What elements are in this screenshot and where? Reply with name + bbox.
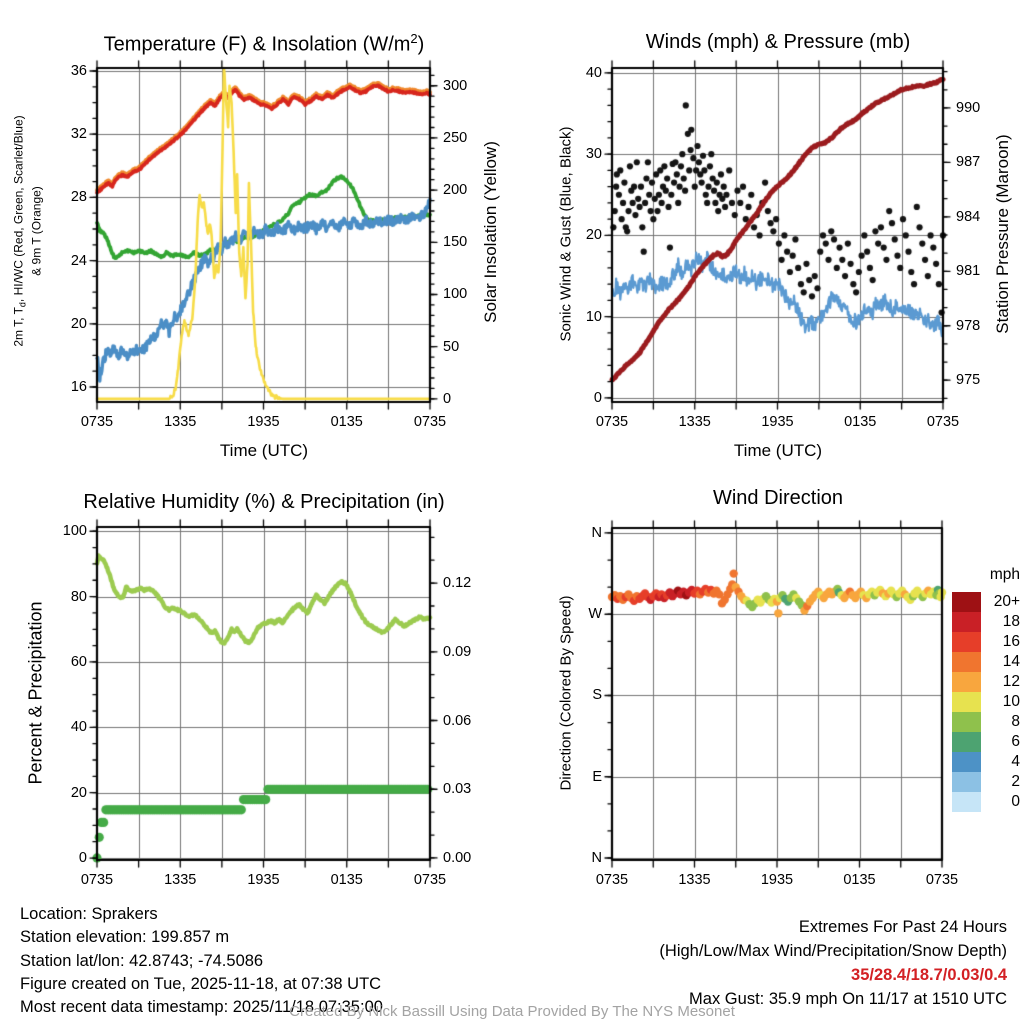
- temp_insol-xtick: 1335: [164, 414, 197, 430]
- rh_precip-ytick-left: 40: [70, 719, 87, 736]
- figure-created: Figure created on Tue, 2025-11-18, at 07:38 UTC: [20, 974, 382, 993]
- temp_insol-xtick: 0735: [80, 414, 114, 430]
- winds-xaxis-label: Time (UTC): [733, 441, 823, 460]
- rh_precip-xtick: 0735: [80, 872, 114, 888]
- rh-chart-title: Relative Humidity (%) & Precipitation (in): [83, 491, 445, 513]
- temp-chart-title: Temperature (F) & Insolation $(W/m^2)$: [103, 31, 425, 56]
- temp_insol-ytick-right: 0: [443, 390, 452, 407]
- station-location: Location: Sprakers: [20, 905, 158, 923]
- data-timestamp: Most recent data timestamp: 2025/11/18 07:35:00: [20, 998, 383, 1017]
- temp_insol-ytick-left: 32: [70, 126, 87, 143]
- rh_precip-ytick-right: 0.06: [443, 712, 472, 729]
- rh_precip-ytick-right: 0.12: [443, 575, 472, 592]
- temp_insol-ytick-right: 200: [443, 182, 468, 199]
- colorbar-label-10: 10: [1002, 693, 1020, 710]
- percent-yaxis-label: Percent & Precipitation: [25, 601, 46, 785]
- rh_precip-xtick: 0135: [330, 872, 363, 888]
- winds_pressure-xtick: 0735: [926, 414, 960, 430]
- wind_direction-ytick-left: E: [592, 768, 602, 785]
- rh_precip-ytick-right: 0.00: [443, 849, 472, 866]
- temp_insol-ytick-left: 20: [70, 315, 87, 332]
- extremes-subheading: (High/Low/Max Wind/Precipitation/Snow Depth): [659, 942, 1007, 960]
- temp_insol-ytick-right: 250: [443, 129, 468, 146]
- winds_pressure-xtick: 1935: [761, 414, 794, 430]
- temp-yaxis-left-label: 2m T, $T_d$, HI/WC (Red, Green, Scarlet/Blue) & 9m T (Orange): [11, 115, 44, 347]
- colorbar-label-18: 18: [1002, 613, 1020, 630]
- temp_insol-xtick: 0735: [413, 414, 447, 430]
- temp_insol-xtick: 0135: [330, 414, 363, 430]
- temp-xaxis-label: Time (UTC): [219, 441, 309, 460]
- direction-yaxis-label: Direction (Colored By Speed): [557, 595, 575, 791]
- station-elevation: Station elevation: 199.857 m: [20, 928, 230, 947]
- wind_direction-xtick: 0735: [925, 872, 959, 888]
- wind_direction-ytick-left: N: [591, 524, 602, 541]
- rh_precip-ytick-left: 0: [78, 850, 87, 867]
- rh_precip-ytick-right: 0.09: [443, 643, 472, 660]
- pressure-yaxis-label: Station Pressure (Maroon): [993, 134, 1012, 334]
- temp_insol-ytick-left: 16: [70, 378, 87, 395]
- temp_insol-ytick-right: 50: [443, 338, 460, 355]
- station-latlon: Station lat/lon: 42.8743; -74.5086: [20, 951, 264, 970]
- dir-chart-title: Wind Direction: [712, 487, 844, 509]
- colorbar-label-4: 4: [1011, 753, 1020, 770]
- winds_pressure-xtick: 1335: [678, 414, 711, 430]
- winds-chart-title: Winds (mph) & Pressure (mb): [645, 31, 911, 53]
- winds_pressure-ytick-left: 0: [593, 389, 602, 406]
- wind_direction-xtick: 0735: [595, 872, 629, 888]
- temp_insol-ytick-right: 300: [443, 77, 468, 94]
- temp_insol-xtick: 1935: [247, 414, 280, 430]
- rh_precip-ytick-left: 20: [70, 784, 87, 801]
- extremes-heading: Extremes For Past 24 Hours: [798, 918, 1007, 936]
- rh_precip-ytick-right: 0.03: [443, 781, 472, 798]
- winds_pressure-ytick-left: 30: [585, 146, 602, 163]
- colorbar-label-0: 0: [1011, 793, 1020, 810]
- wind_direction-xtick: 1935: [760, 872, 794, 888]
- rh_precip-ytick-left: 80: [70, 588, 87, 605]
- winds_pressure-ytick-right: 984: [956, 208, 981, 225]
- temp_insol-ytick-left: 24: [70, 252, 87, 269]
- credit-footer: Created By Nick Bassill Using Data Provided By The NYS Mesonet: [289, 1003, 735, 1020]
- winds_pressure-xtick: 0735: [595, 414, 629, 430]
- colorbar-label-12: 12: [1002, 673, 1020, 690]
- extremes-values: 35/28.4/18.7/0.03/0.4: [851, 966, 1007, 984]
- extremes-block: [659, 915, 1007, 1011]
- winds_pressure-ytick-right: 978: [956, 317, 981, 334]
- temp_insol-ytick-right: 100: [443, 286, 468, 303]
- colorbar-label-8: 8: [1011, 713, 1020, 730]
- temp_insol-ytick-right: 150: [443, 234, 468, 251]
- insolation-yaxis-label: Solar Insolation (Yellow): [481, 141, 500, 323]
- rh_precip-xtick: 0735: [413, 872, 447, 888]
- winds_pressure-xtick: 0135: [844, 414, 877, 430]
- temp_insol-ytick-left: 28: [70, 189, 87, 206]
- winds_pressure-ytick-right: 981: [956, 263, 981, 280]
- wind_direction-ytick-left: S: [592, 687, 602, 704]
- winds_pressure-ytick-left: 10: [585, 308, 602, 325]
- winds_pressure-ytick-left: 40: [585, 64, 602, 81]
- wind-yaxis-left-label: Sonic Wind & Gust (Blue, Black): [557, 126, 575, 342]
- colorbar-label-20+: 20+: [993, 593, 1020, 610]
- wind_direction-xtick: 0135: [843, 872, 876, 888]
- colorbar-title: mph: [989, 566, 1020, 583]
- winds_pressure-ytick-right: 987: [956, 154, 981, 171]
- rh_precip-ytick-left: 60: [70, 653, 87, 670]
- wind_direction-ytick-left: W: [588, 606, 602, 623]
- winds_pressure-ytick-right: 975: [956, 372, 981, 389]
- station-info: [20, 903, 383, 1019]
- wind_direction-ytick-left: N: [591, 850, 602, 866]
- colorbar-label-16: 16: [1002, 633, 1020, 650]
- rh_precip-ytick-left: 100: [62, 523, 87, 540]
- colorbar-label-14: 14: [1002, 653, 1020, 670]
- colorbar-label-2: 2: [1011, 773, 1020, 790]
- rh_precip-xtick: 1335: [164, 872, 197, 888]
- winds_pressure-ytick-left: 20: [585, 227, 602, 244]
- temp_insol-ytick-left: 36: [70, 63, 87, 79]
- colorbar-label-6: 6: [1011, 733, 1020, 750]
- winds_pressure-ytick-right: 990: [956, 99, 981, 116]
- wind_direction-xtick: 1335: [678, 872, 711, 888]
- rh_precip-xtick: 1935: [247, 872, 280, 888]
- max-gust: Max Gust: 35.9 mph On 11/17 at 1510 UTC: [689, 990, 1007, 1008]
